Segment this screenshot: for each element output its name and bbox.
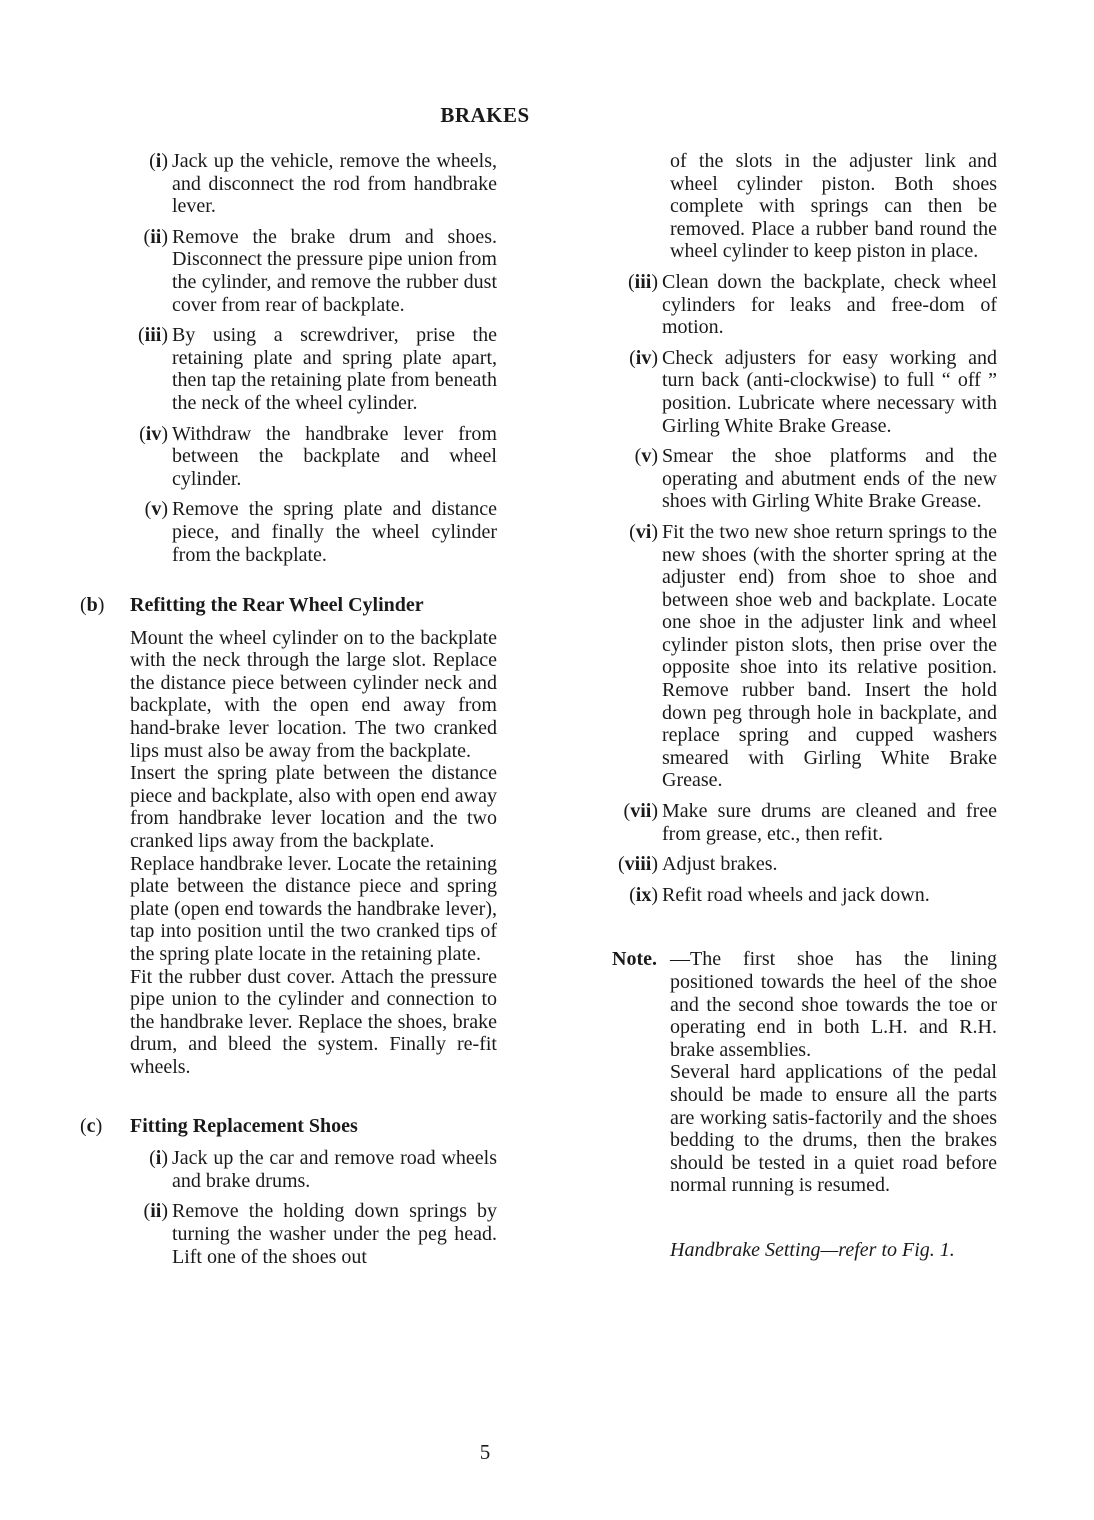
paragraph: Fit the rubber dust cover. Attach the pressure pipe union to the cylinder and connection to the handbrake lever. Replace the shoes, brake drum, and bleed the system. Finally re-fit wheels.: [130, 965, 497, 1078]
item-text: Make sure drums are cleaned and free from grease, etc., then refit.: [662, 800, 997, 845]
section-title: Fitting Replacement Shoes: [130, 1114, 358, 1137]
item-text: Jack up the vehicle, remove the wheels, and disconnect the rod from handbrake lever.: [172, 150, 497, 218]
item-text: Remove the brake drum and shoes. Disconnect the pressure pipe union from the cylinder, and remove the rubber dust cover from rear of backplate.: [172, 225, 497, 316]
list-item: (iii) By using a screwdriver, prise the retaining plate and spring plate apart, then tap the retaining plate from beneath the neck of the wheel cylinder.: [137, 324, 497, 414]
note-text-continued: Several hard applications of the pedal should be made to ensure all the parts are working satis-factorily and the shoes bedding to the drums, then the brakes should be tested in a quiet road before normal running is resumed.: [670, 1061, 997, 1197]
item-text: Check adjusters for easy working and turn back (anti-clockwise) to full “ off ” position. Lubricate where necessary with Girling White Brake Grease.: [662, 346, 997, 437]
page-number: 5: [479, 1440, 491, 1464]
item-text: Refit road wheels and jack down.: [662, 883, 930, 906]
item-text: Withdraw the handbrake lever from between the backplate and wheel cylinder.: [172, 422, 497, 490]
list-item: (viii) Adjust brakes.: [612, 853, 997, 876]
list-item: (i) Jack up the vehicle, remove the wheels, and disconnect the rod from handbrake lever.: [149, 150, 497, 218]
list-item: (iv) Check adjusters for easy working and turn back (anti-clockwise) to full “ off ” position. Lubricate where necessary with Girling White Brake Grease.: [629, 346, 997, 437]
figure-reference: Handbrake Setting—refer to Fig. 1.: [670, 1238, 955, 1261]
list-item: (vi) Fit the two new shoe return springs to the new shoes (with the shorter spring at the adjuster end) from shoe to shoe and between shoe web and backplate. Locate one shoe in the adjuster link and wheel cylinder piston slots, then prise over the opposite shoe into its relative position. Remove rubber band. Insert the hold down peg through hole in backplate, and replace spring and cupped washers smeared with Girling White Brake Grease.: [629, 520, 997, 792]
note-text: —The first shoe has the lining positioned towards the heel of the shoe and the second shoe towards the toe or operating end in both L.H. and R.H. brake assemblies.: [670, 948, 997, 1061]
section-c-heading: (c) Fitting Replacement Shoes: [80, 1114, 358, 1137]
list-item: (ii) Remove the brake drum and shoes. Disconnect the pressure pipe union from the cylinder, and remove the rubber dust cover from rear of backplate.: [143, 225, 497, 316]
note-label: Note.: [612, 948, 657, 971]
item-text: Jack up the car and remove road wheels and brake drums.: [172, 1147, 497, 1192]
paragraph: Insert the spring plate between the distance piece and backplate, also with open end away from handbrake lever location and the two cranked lips away from the backplate.: [130, 762, 497, 853]
item-text: Remove the spring plate and distance piece, and finally the wheel cylinder from the backplate.: [172, 498, 497, 566]
item-text: Remove the holding down springs by turning the washer under the peg head. Lift one of the shoes out: [172, 1200, 497, 1268]
left-column: [80, 150, 497, 1276]
list-item: (ix) Refit road wheels and jack down.: [612, 884, 997, 907]
list-item: (i) Jack up the car and remove road wheels and brake drums.: [149, 1147, 497, 1192]
right-column: [612, 150, 997, 1262]
list-item: (iv) Withdraw the handbrake lever from between the backplate and wheel cylinder.: [139, 422, 497, 490]
list-item: (v) Remove the spring plate and distance piece, and finally the wheel cylinder from the backplate.: [144, 498, 497, 566]
list-item: (vii) Make sure drums are cleaned and free from grease, etc., then refit.: [623, 800, 997, 845]
item-text: By using a screwdriver, prise the retaining plate and spring plate apart, then tap the retaining plate from beneath the neck of the wheel cylinder.: [172, 324, 497, 414]
list-item: (v) Smear the shoe platforms and the operating and abutment ends of the new shoes with Girling White Brake Grease.: [634, 445, 997, 513]
section-title: Refitting the Rear Wheel Cylinder: [130, 594, 424, 617]
continuation-text: of the slots in the adjuster link and wheel cylinder piston. Both shoes complete with springs can then be removed. Place a rubber band round the wheel cylinder to keep piston in place.: [670, 150, 997, 263]
list-item: (iii) Clean down the backplate, check wheel cylinders for leaks and free-dom of motion.: [627, 270, 997, 339]
paragraph: Mount the wheel cylinder on to the backplate with the neck through the large slot. Replace the distance piece between cylinder neck and backplate, with the open end away from hand-brake lever location. The two cranked lips must also be away from the backplate.: [130, 626, 497, 762]
paragraph: Replace handbrake lever. Locate the retaining plate between the distance piece and spring plate (open end towards the handbrake lever), tap into position until the two cranked tips of the spring plate locate in the retaining plate.: [130, 852, 497, 965]
section-b-heading: (b) Refitting the Rear Wheel Cylinder: [80, 594, 424, 617]
list-item: (ii) Remove the holding down springs by turning the washer under the peg head. Lift one of the shoes out: [143, 1200, 497, 1268]
page-title: BRAKES: [440, 103, 530, 127]
item-text: Adjust brakes.: [662, 853, 778, 876]
note: [612, 948, 997, 1061]
item-text: Fit the two new shoe return springs to the new shoes (with the shorter spring at the adjuster end) from shoe to shoe and between shoe web and backplate. Locate one shoe in the adjuster link and wheel cylinder piston slots, then prise over the opposite shoe into its relative position. Remove rubber band. Insert the hold down peg through hole in backplate, and replace spring and cupped washers smeared with Girling White Brake Grease.: [662, 520, 997, 792]
item-text: Smear the shoe platforms and the operating and abutment ends of the new shoes with Girling White Brake Grease.: [662, 445, 997, 513]
item-text: Clean down the backplate, check wheel cylinders for leaks and free-dom of motion.: [662, 270, 997, 339]
